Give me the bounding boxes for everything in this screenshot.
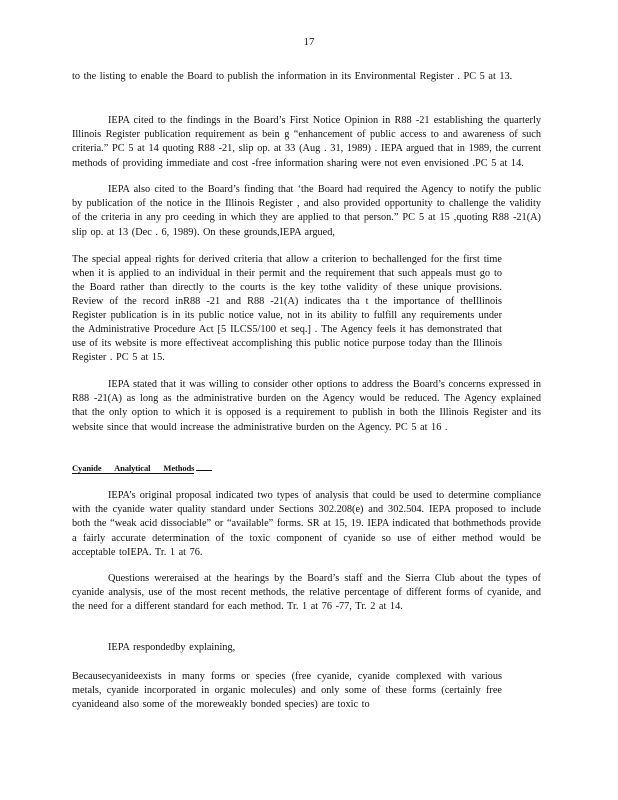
paragraph-text: IEPA’s original proposal indicated two types of analysis that could be used to determine compliance with the cyanide water quality standard under Sections 302.208(e) and 302.504. IEPA proposed to include both the “weak acid dissociable” or “available” forms. SR at 15, 19. IEPA indicated that bothmethods provide a fairly accurate determination of the toxic component of cyanide so use of either method would be acceptable toIEPA. Tr. 1 at 76. <box>72 490 541 558</box>
paragraph-first-notice <box>72 114 541 171</box>
paragraph-hearing-questions <box>72 572 541 615</box>
paragraph-text: IEPA respondedby explaining, <box>108 642 236 653</box>
quote-text: Becausecyanideexists in many forms or species (free cyanide, cyanide complexed with various metals, cyanide incorporated in organic molecules) and only some of these forms (certainly free cyanideand also some of the moreweakly bonded species) are toxic to <box>72 671 502 710</box>
paragraph-text: IEPA cited to the findings in the Board’s First Notice Opinion in R88 -21 establishing the quarterly Illinois Register publication requirement as bein g “enhancement of public access to and awareness of such criteria.” PC 5 at 14 quoting R88 -21, slip op. at 33 (Aug . 31, 1989) . IEPA argued that in 1989, the current methods of providing immediate and cost -free information sharing were not even envisioned .PC 5 at 14. <box>72 115 541 169</box>
block-quote-cyanide-forms <box>72 670 502 712</box>
paragraph-board-finding <box>72 183 541 240</box>
paragraph-other-options <box>72 378 541 435</box>
paragraph-original-proposal <box>72 489 541 560</box>
paragraph-text: IEPA stated that it was willing to consider other options to address the Board’s concerns expressed in R88 -21(A) as long as the administrative burden on the Agency would be reduced. The Agency explained that the only option to which it is opposed is a requirement to publish in both the Illinois Register and its website since that would increase the administrative burden on the Agency. PC 5 at 16 . <box>72 379 541 433</box>
paragraph-iepa-responded <box>72 641 541 655</box>
paragraph-text: IEPA also cited to the Board’s finding that ‘the Board had required the Agency to notify the public by publication of the notice in the Illinois Register , and also provided opportunity to challenge the validity of the criteria in any pro ceeding in which they are applied to that person.” PC 5 at 15 ,quoting R88 -21(A) slip op. at 13 (Dec . 6, 1989). On these grounds,IEPA argued, <box>72 184 541 238</box>
section-heading-text: Cyanide Analytical Methods <box>72 463 195 473</box>
paragraph-text: to the listing to enable the Board to publish the information in its Environmental Register . PC 5 at 13. <box>72 71 513 82</box>
quote-text: The special appeal rights for derived criteria that allow a criterion to bechallenged for the first time when it is applied to an individual in their permit and the requirement that such appeals must go to the Board rather than directly to the courts is the key tothe validity of these unique provisions. Review of the record inR88 -21 and R88 -21(A) indicates tha t the importance of theIllinois Register publication is in its public notice value, not in its ability to fulfill any requirements under the Administrative Procedure Act [5 ILCS5/100 et seq.] . The Agency feels it has demonstrated that use of its website is more effectiveat accomplishing this public notice purpose today than the Illinois Register . PC 5 at 15. <box>72 254 502 363</box>
block-quote-appeal-rights <box>72 253 502 365</box>
heading-underline <box>196 470 212 471</box>
paragraph-text: Questions wereraised at the hearings by the Board’s staff and the Sierra Club about the types of cyanide analysis, use of the most recent methods, the relative percentage of different forms of cyanide, and the need for a different standard for each method. Tr. 1 at 76 -77, Tr. 2 at 14. <box>72 573 541 613</box>
paragraph-continuation <box>72 70 541 84</box>
page-number: 17 <box>303 36 315 48</box>
section-heading <box>72 463 212 473</box>
